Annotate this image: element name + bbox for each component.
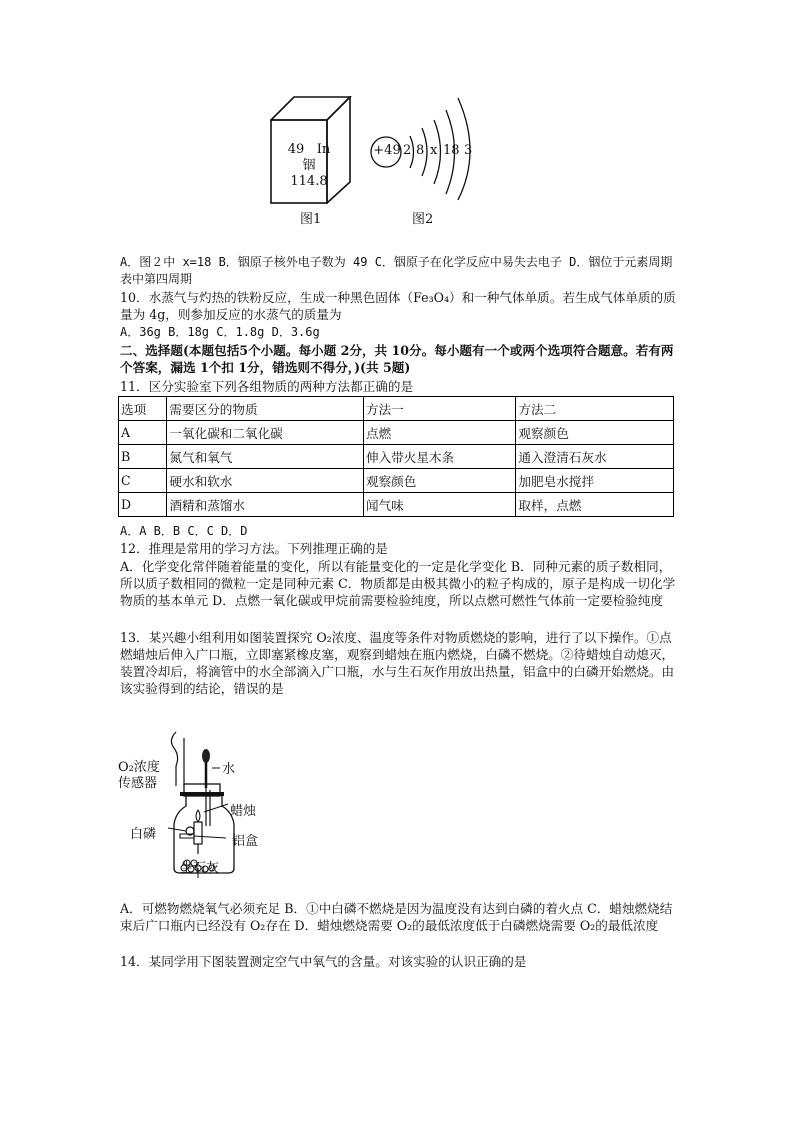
sensor-label-line2: 传感器 bbox=[118, 776, 158, 791]
header-cell: 需要区分的物质 bbox=[167, 397, 364, 421]
q14-stem: 14．某同学用下图装置测定空气中氧气的含量。对该实验的认识正确的是 bbox=[120, 954, 527, 969]
table-cell: B bbox=[119, 445, 167, 469]
element-symbol: In bbox=[316, 142, 331, 157]
element-cell-figure bbox=[270, 96, 352, 204]
table-cell: 通入澄清石灰水 bbox=[516, 445, 674, 469]
q11-options: A．A B．B C．C D．D bbox=[120, 524, 248, 538]
lime-label: 生石灰 bbox=[180, 861, 220, 876]
shell-1-count: 2 bbox=[403, 143, 412, 158]
atom-structure-figure bbox=[370, 92, 490, 202]
shell-3-count: x bbox=[430, 143, 438, 158]
figure2-caption: 图2 bbox=[412, 212, 434, 227]
q10-options: A．36g B．18g C．1.8g D．3.6g bbox=[120, 325, 320, 339]
q13-stem: 13．某兴趣小组利用如图装置探究 O₂浓度、温度等条件对物质燃烧的影响，进行了以下操作。①点燃蜡烛后伸入广口瓶，立即塞紧橡皮塞，观察到蜡烛在瓶内燃烧，白磷不燃烧。②待蜡烛自动熄灭，装置冷却后，将滴管中的水全部滴入广口瓶，水与生石灰作用放出热量，铝盒中的白磷开始燃烧。由该实验得到的结论，错误的是 bbox=[120, 630, 675, 696]
phosphorus-label: 白磷 bbox=[130, 827, 157, 842]
shell-5-count: 3 bbox=[464, 143, 473, 158]
q11-stem: 11．区分实验室下列各组物质的两种方法都正确的是 bbox=[120, 379, 414, 394]
table-cell: C bbox=[119, 469, 167, 493]
table-cell: 观察颜色 bbox=[363, 469, 515, 493]
table-cell: 闻气味 bbox=[363, 493, 515, 517]
table-cell: 取样，点燃 bbox=[516, 493, 674, 517]
table-cell: 伸入带火星木条 bbox=[363, 445, 515, 469]
table-cell: A bbox=[119, 421, 167, 445]
table-cell: D bbox=[119, 493, 167, 517]
sensor-label-line1: O₂浓度 bbox=[118, 760, 160, 775]
section2-heading: 二、选择题(本题包括5个小题。每小题 2分，共 10分。每小题有一个或两个选项符合题意。若有两个答案，漏选 1个扣 1分，错选则不得分，)(共 5题) bbox=[120, 343, 674, 375]
header-cell: 选项 bbox=[119, 397, 167, 421]
table-row bbox=[119, 445, 674, 469]
q9-options: A．图２中 x=18 B．铟原子核外电子数为 49 C．铟原子在化学反应中易失去电子 D．铟位于元素周期表中第四周期 bbox=[120, 255, 673, 286]
atomic-number: 49 bbox=[287, 142, 305, 157]
table-cell: 硬水和软水 bbox=[167, 469, 364, 493]
nucleus-charge: +49 bbox=[373, 143, 401, 158]
table-row bbox=[119, 421, 674, 445]
header-cell: 方法一 bbox=[363, 397, 515, 421]
table-row bbox=[119, 469, 674, 493]
table-cell: 酒精和蒸馏水 bbox=[167, 493, 364, 517]
element-name: 铟 bbox=[302, 158, 316, 173]
header-cell: 方法二 bbox=[516, 397, 674, 421]
q12-stem: 12．推理是常用的学习方法。下列推理正确的是 bbox=[120, 541, 388, 556]
water-label: 水 bbox=[222, 762, 236, 777]
table-cell: 一氧化碳和二氧化碳 bbox=[167, 421, 364, 445]
figure1-caption: 图1 bbox=[300, 212, 322, 227]
q12-options: A．化学变化常伴随着能量的变化，所以有能量变化的一定是化学变化 B．同种元素的质子数相同，所以质子数相同的微粒一定是同种元素 C．物质都是由极其微小的粒子构成的，原子是构成一切化学物质的基本单元 D．点燃一氧化碳或甲烷前需要检验纯度，所以点燃可燃性气体前一定要检验纯度 bbox=[120, 559, 676, 608]
candle-label: 蜡烛 bbox=[230, 804, 257, 819]
q10-stem: 10．水蒸气与灼热的铁粉反应，生成一种黑色固体（Fe₃O₄）和一种气体单质。若生成气体单质的质量为 4g，则参加反应的水蒸气的质量为 bbox=[120, 290, 676, 322]
table-header-row bbox=[119, 397, 674, 421]
q11-table bbox=[118, 396, 674, 517]
table-cell: 观察颜色 bbox=[516, 421, 674, 445]
table-cell: 点燃 bbox=[363, 421, 515, 445]
table-cell: 加肥皂水搅拌 bbox=[516, 469, 674, 493]
atomic-mass: 114.8 bbox=[290, 174, 328, 189]
table-row bbox=[119, 493, 674, 517]
table-cell: 氮气和氧气 bbox=[167, 445, 364, 469]
al-box-label: 铝盒 bbox=[232, 834, 259, 849]
element-number-symbol bbox=[273, 142, 345, 158]
shell-2-count: 8 bbox=[416, 143, 425, 158]
q13-options: A．可燃物燃烧氧气必须充足 B．①中白磷不燃烧是因为温度没有达到白磷的着火点 C．蜡烛燃烧结束后广口瓶内已经没有 O₂存在 D．蜡烛燃烧需要 O₂的最低浓度低于白磷燃烧需要 O₂的最低浓度 bbox=[120, 901, 673, 933]
shell-4-count: 18 bbox=[443, 143, 460, 158]
